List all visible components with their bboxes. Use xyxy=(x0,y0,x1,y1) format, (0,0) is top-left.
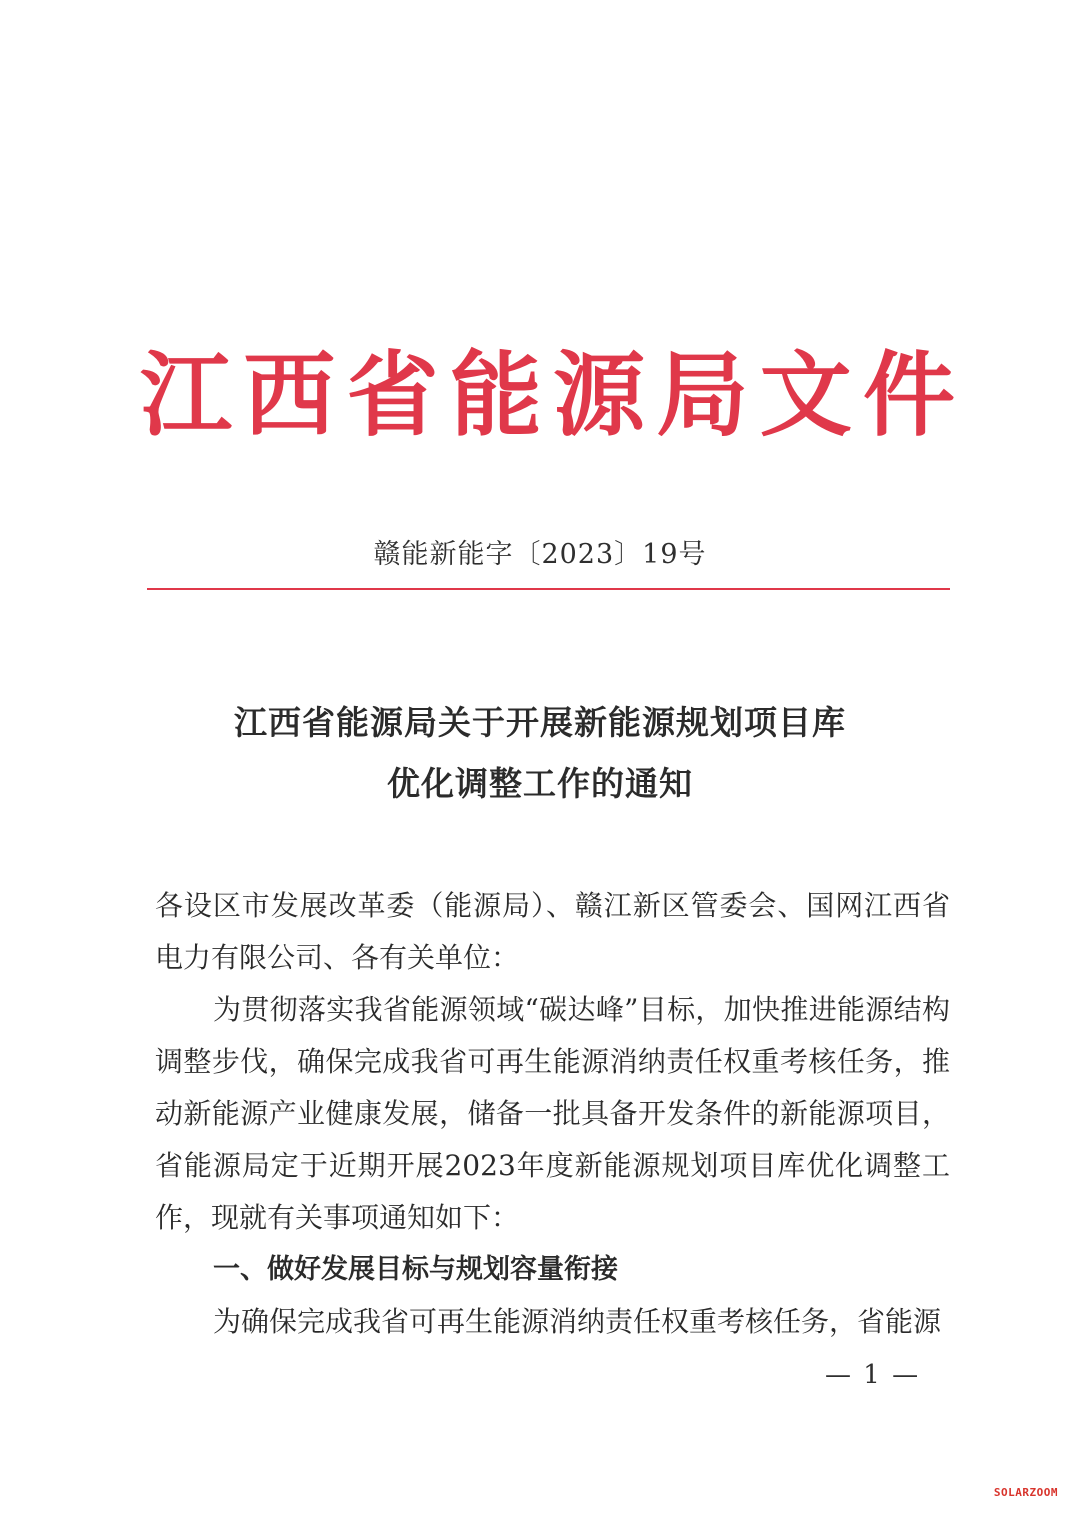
issuer-char: 江 xyxy=(140,341,233,449)
body-paragraph: 为确保完成我省可再生能源消纳责任权重考核任务，省能源 xyxy=(213,1305,942,1338)
issuer-char: 局 xyxy=(656,341,749,449)
issuer-char: 件 xyxy=(862,341,955,449)
issuer-char: 能 xyxy=(449,341,542,449)
addressee: 各设区市发展改革委（能源局）、赣江新区管委会、国网江西省电力有限公司、各有关单位： xyxy=(155,889,950,974)
issuer-char: 省 xyxy=(346,341,439,449)
document-title-line-1: 江西省能源局关于开展新能源规划项目库 xyxy=(234,703,846,742)
issuer-char: 文 xyxy=(759,341,852,449)
document-body xyxy=(155,880,950,1348)
page-number: — 1 — xyxy=(825,1360,921,1390)
header-divider xyxy=(147,588,950,590)
issuer-header xyxy=(140,340,955,450)
document-title-line-2: 优化调整工作的通知 xyxy=(387,764,693,803)
body-paragraph: 为贯彻落实我省能源领域“碳达峰”目标，加快推进能源结构调整步伐，确保完成我省可再生能源消纳责任权重考核任务，推动新能源产业健康发展，储备一批具备开发条件的新能源项目，省能源局定于近期开展2023年度新能源规划项目库优化调整工作，现就有关事项通知如下： xyxy=(155,993,950,1234)
issuer-char: 源 xyxy=(553,341,646,449)
issuer-char: 西 xyxy=(243,341,336,449)
watermark-logo: SOLARZOOM xyxy=(993,1486,1058,1499)
section-heading: 一、做好发展目标与规划容量衔接 xyxy=(213,1254,618,1285)
document-number: 赣能新能字〔2023〕19号 xyxy=(373,539,707,570)
